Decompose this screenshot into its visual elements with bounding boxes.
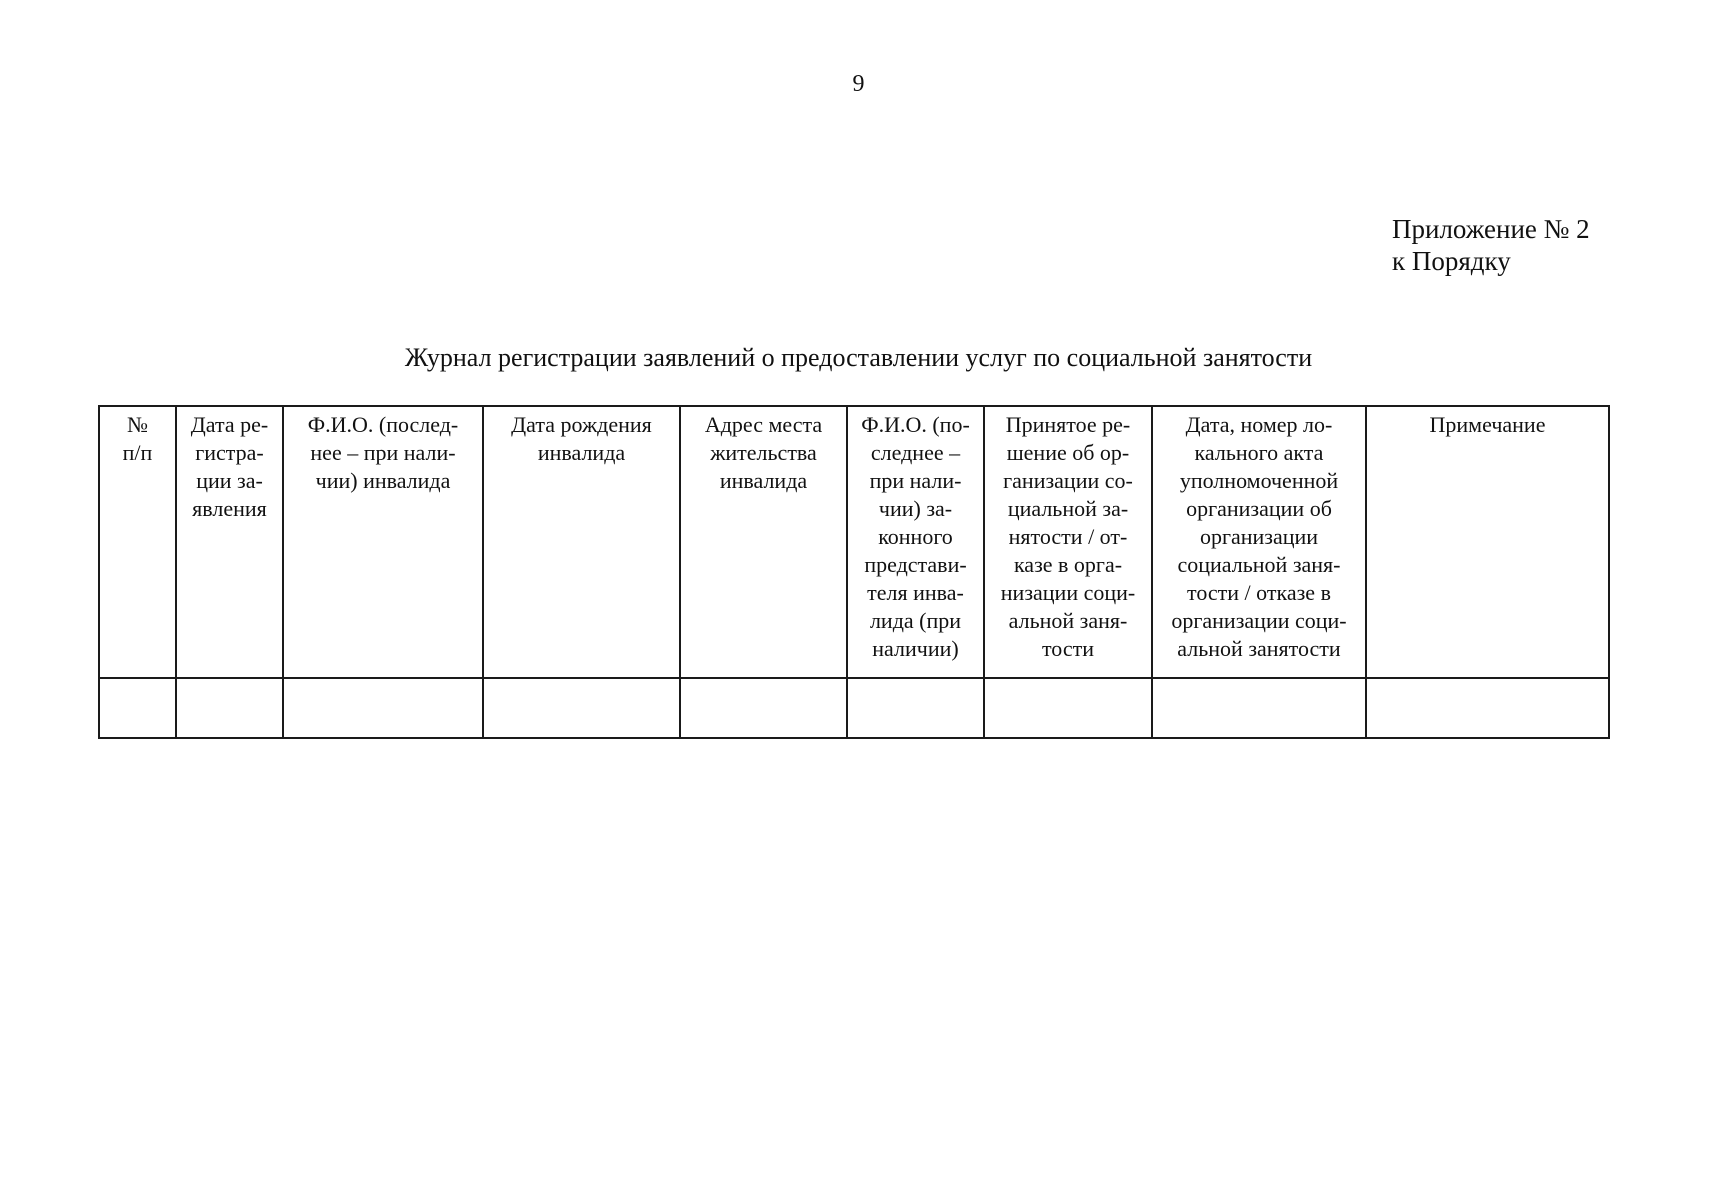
header-label: № п/п: [122, 412, 153, 465]
table-row: [99, 678, 1609, 738]
header-label: Дата рождения инвалида: [511, 412, 652, 465]
header-cell-number: [99, 406, 176, 678]
header-label: Дата, номер ло- кального акта уполномоченной организации об организации социальной заня- тости / отказе в организации соци- альной занятости: [1171, 412, 1347, 661]
header-cell-decision: [984, 406, 1152, 678]
header-cell-registration-date: [176, 406, 283, 678]
header-cell-address: [680, 406, 847, 678]
header-label: Дата ре- гистра- ции за- явления: [190, 412, 269, 521]
appendix-heading: [1392, 213, 1590, 277]
document-title: Журнал регистрации заявлений о предоставлении услуг по социальной занятости: [404, 343, 1313, 372]
table-cell: [176, 678, 283, 738]
header-cell-local-act: [1152, 406, 1366, 678]
appendix-line-2: к Порядку: [1392, 246, 1511, 276]
table-cell: [680, 678, 847, 738]
table-cell: [847, 678, 984, 738]
header-label: Ф.И.О. (послед- нее – при нали- чии) инвалида: [307, 412, 459, 493]
header-cell-note: [1366, 406, 1609, 678]
table-cell: [283, 678, 483, 738]
page-number: 9: [852, 71, 865, 97]
header-label: Ф.И.О. (по- следнее – при нали- чии) за- конного представи- теля инва- лида (при наличии): [861, 412, 970, 661]
header-label: Адрес места жительства инвалида: [704, 412, 823, 493]
table-cell: [1152, 678, 1366, 738]
table-cell: [483, 678, 680, 738]
header-cell-representative-name: [847, 406, 984, 678]
table-cell: [984, 678, 1152, 738]
registration-journal-table: [98, 405, 1610, 739]
header-cell-birth-date: [483, 406, 680, 678]
header-label: Примечание: [1429, 412, 1546, 437]
appendix-line-1: Приложение № 2: [1392, 214, 1590, 244]
table-cell: [99, 678, 176, 738]
header-cell-disabled-person-name: [283, 406, 483, 678]
table-cell: [1366, 678, 1609, 738]
header-label: Принятое ре- шение об ор- ганизации со- циальной за- нятости / от- казе в орга- низации соци- альной заня- тости: [1000, 412, 1136, 661]
table-header-row: [99, 406, 1609, 678]
